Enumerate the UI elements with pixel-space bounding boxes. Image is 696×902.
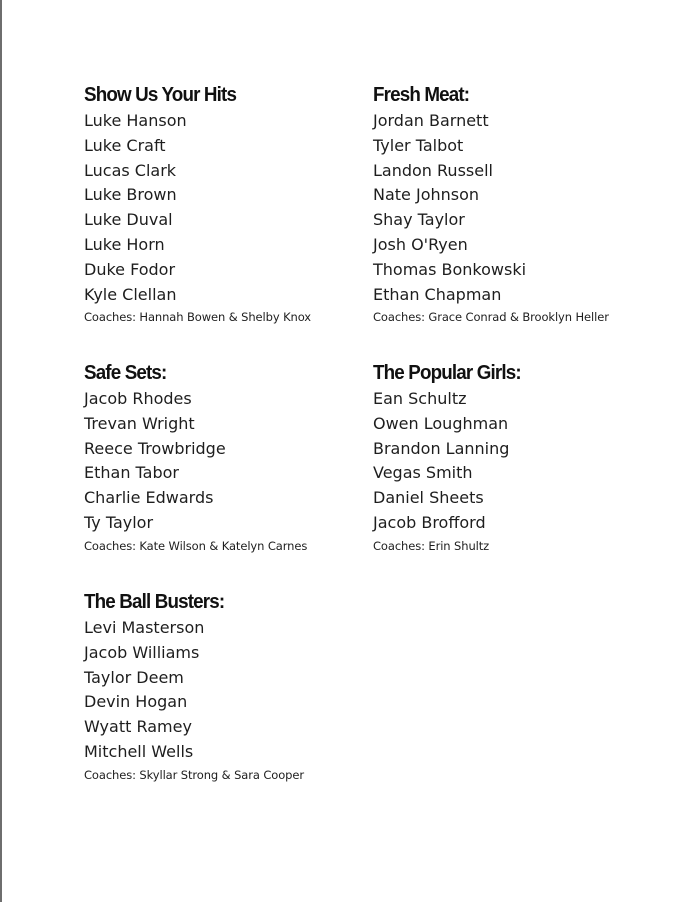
- player-name: Thomas Bonkowski: [373, 259, 527, 279]
- player-name: Ethan Chapman: [373, 284, 502, 304]
- team-coaches: Coaches: Grace Conrad & Brooklyn Heller: [373, 310, 609, 325]
- player-name: Devin Hogan: [84, 692, 188, 712]
- player-name: Luke Hanson: [84, 111, 187, 130]
- team-the-popular-girls: [373, 361, 530, 556]
- player-name: Wyatt Ramey: [84, 717, 192, 737]
- player-name: Vegas Smith: [373, 463, 473, 483]
- team-the-ball-busters: [84, 590, 304, 785]
- player-list: [84, 109, 311, 307]
- player-name: Shay Taylor: [373, 210, 465, 230]
- player-name: Reece Trowbridge: [84, 438, 226, 458]
- player-name: Tyler Talbot: [373, 135, 464, 155]
- player-name: Trevan Wright: [84, 413, 195, 433]
- player-name: Ty Taylor: [84, 512, 154, 532]
- team-coaches: Coaches: Kate Wilson & Katelyn Carnes: [84, 538, 308, 553]
- player-name: Levi Masterson: [84, 618, 205, 637]
- team-coaches: Coaches: Skyllar Strong & Sara Cooper: [84, 767, 304, 782]
- team-safe-sets: [84, 361, 307, 556]
- team-coaches: Coaches: Hannah Bowen & Shelby Knox: [84, 310, 311, 325]
- player-list: [373, 387, 530, 536]
- player-name: Taylor Deem: [84, 667, 184, 687]
- team-title: Fresh Meat:: [373, 84, 470, 106]
- page-left-edge: [0, 0, 2, 902]
- player-name: Daniel Sheets: [373, 488, 484, 508]
- player-name: Luke Craft: [84, 135, 166, 155]
- team-title: Safe Sets:: [84, 362, 167, 384]
- team-title: The Ball Busters:: [84, 591, 225, 613]
- player-name: Josh O'Ryen: [373, 234, 468, 254]
- player-name: Jacob Brofford: [373, 512, 486, 532]
- player-name: Luke Duval: [84, 210, 173, 230]
- team-fresh-meat: [373, 83, 609, 327]
- player-name: Charlie Edwards: [84, 488, 214, 508]
- player-name: Kyle Clellan: [84, 284, 177, 304]
- player-name: Ethan Tabor: [84, 463, 180, 483]
- team-show-us-your-hits: [84, 83, 311, 327]
- player-name: Ean Schultz: [373, 389, 467, 408]
- player-name: Owen Loughman: [373, 413, 509, 433]
- player-name: Duke Fodor: [84, 259, 176, 279]
- player-list: [84, 387, 307, 536]
- team-title: The Popular Girls:: [373, 362, 521, 384]
- team-coaches: Coaches: Erin Shultz: [373, 538, 490, 553]
- player-name: Brandon Lanning: [373, 438, 510, 458]
- player-name: Jacob Rhodes: [84, 389, 192, 408]
- player-list: [373, 109, 609, 307]
- player-name: Luke Brown: [84, 185, 177, 205]
- player-list: [84, 616, 304, 765]
- player-name: Lucas Clark: [84, 160, 177, 180]
- player-name: Landon Russell: [373, 160, 493, 180]
- player-name: Luke Horn: [84, 234, 165, 254]
- player-name: Mitchell Wells: [84, 741, 194, 761]
- player-name: Jordan Barnett: [373, 111, 489, 130]
- player-name: Nate Johnson: [373, 185, 480, 205]
- team-title: Show Us Your Hits: [84, 84, 237, 106]
- player-name: Jacob Williams: [84, 642, 200, 662]
